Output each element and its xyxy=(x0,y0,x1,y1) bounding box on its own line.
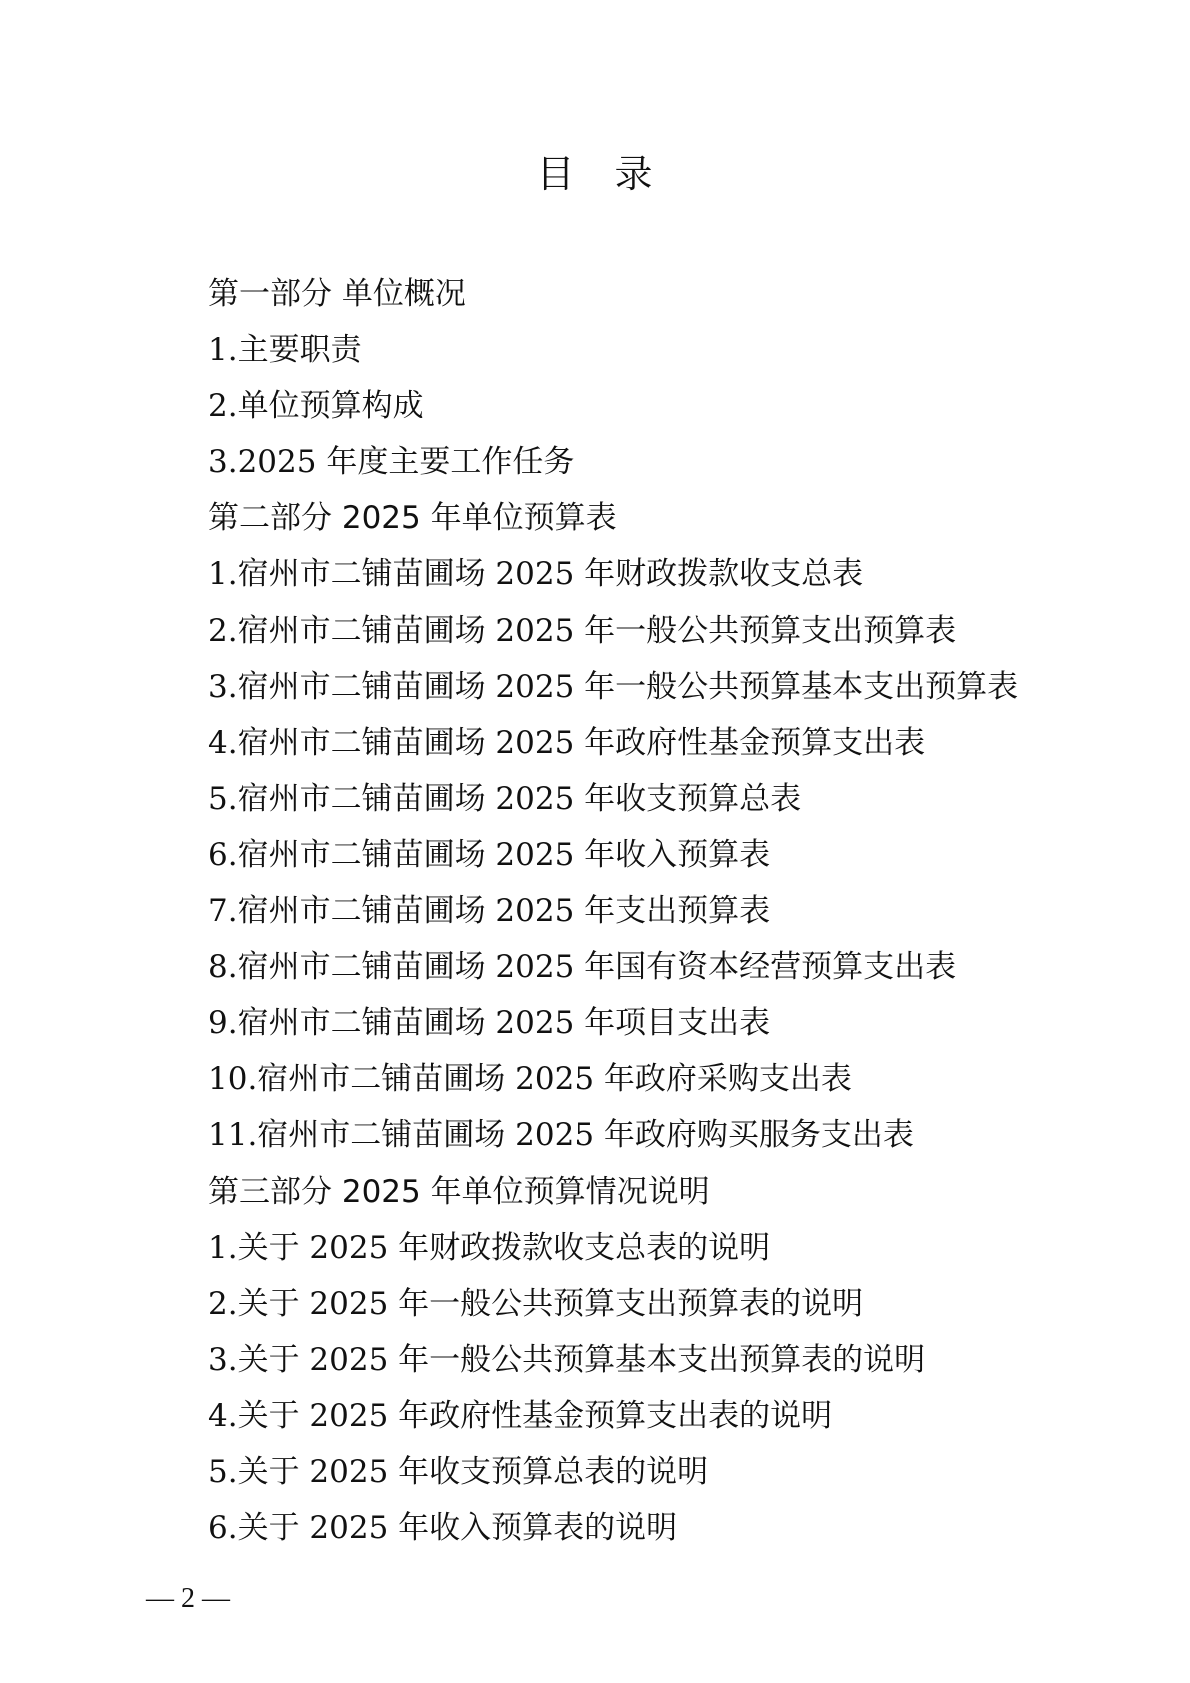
toc-section-heading[interactable]: 第三部分 2025 年单位预算情况说明 xyxy=(208,1173,710,1210)
toc-entry[interactable]: 7.宿州市二铺苗圃场 2025 年支出预算表 xyxy=(208,893,771,930)
toc-entry[interactable]: 9.宿州市二铺苗圃场 2025 年项目支出表 xyxy=(208,1005,771,1042)
toc-entry[interactable]: 3.2025 年度主要工作任务 xyxy=(208,444,575,481)
toc-entry[interactable]: 2.宿州市二铺苗圃场 2025 年一般公共预算支出预算表 xyxy=(208,612,957,649)
toc-entry[interactable]: 4.宿州市二铺苗圃场 2025 年政府性基金预算支出表 xyxy=(208,724,926,761)
toc-entry[interactable]: 3.关于 2025 年一般公共预算基本支出预算表的说明 xyxy=(208,1341,926,1378)
toc-entry[interactable]: 1.宿州市二铺苗圃场 2025 年财政拨款收支总表 xyxy=(208,556,864,593)
toc-entry[interactable]: 11.宿州市二铺苗圃场 2025 年政府购买服务支出表 xyxy=(208,1117,914,1154)
toc-entry[interactable]: 1.关于 2025 年财政拨款收支总表的说明 xyxy=(208,1229,771,1266)
toc-entry[interactable]: 4.关于 2025 年政府性基金预算支出表的说明 xyxy=(208,1397,833,1434)
toc-section-heading[interactable]: 第二部分 2025 年单位预算表 xyxy=(208,500,617,537)
toc-entry[interactable]: 6.宿州市二铺苗圃场 2025 年收入预算表 xyxy=(208,836,771,873)
toc-entry[interactable]: 10.宿州市二铺苗圃场 2025 年政府采购支出表 xyxy=(208,1061,852,1098)
table-of-contents xyxy=(208,266,1108,1556)
toc-entry[interactable]: 5.宿州市二铺苗圃场 2025 年收支预算总表 xyxy=(208,780,802,817)
toc-entry[interactable]: 2.单位预算构成 xyxy=(208,388,424,425)
page-title: 目 录 xyxy=(536,152,654,196)
toc-entry[interactable]: 2.关于 2025 年一般公共预算支出预算表的说明 xyxy=(208,1285,864,1322)
toc-section-heading[interactable]: 第一部分 单位概况 xyxy=(208,276,466,312)
toc-entry[interactable]: 5.关于 2025 年收支预算总表的说明 xyxy=(208,1453,709,1490)
toc-entry[interactable]: 8.宿州市二铺苗圃场 2025 年国有资本经营预算支出表 xyxy=(208,949,957,986)
toc-entry[interactable]: 1.主要职责 xyxy=(208,332,362,369)
toc-entry[interactable]: 3.宿州市二铺苗圃场 2025 年一般公共预算基本支出预算表 xyxy=(208,668,1019,705)
toc-entry[interactable]: 6.关于 2025 年收入预算表的说明 xyxy=(208,1510,678,1547)
page-number: — 2 — xyxy=(146,1583,230,1614)
